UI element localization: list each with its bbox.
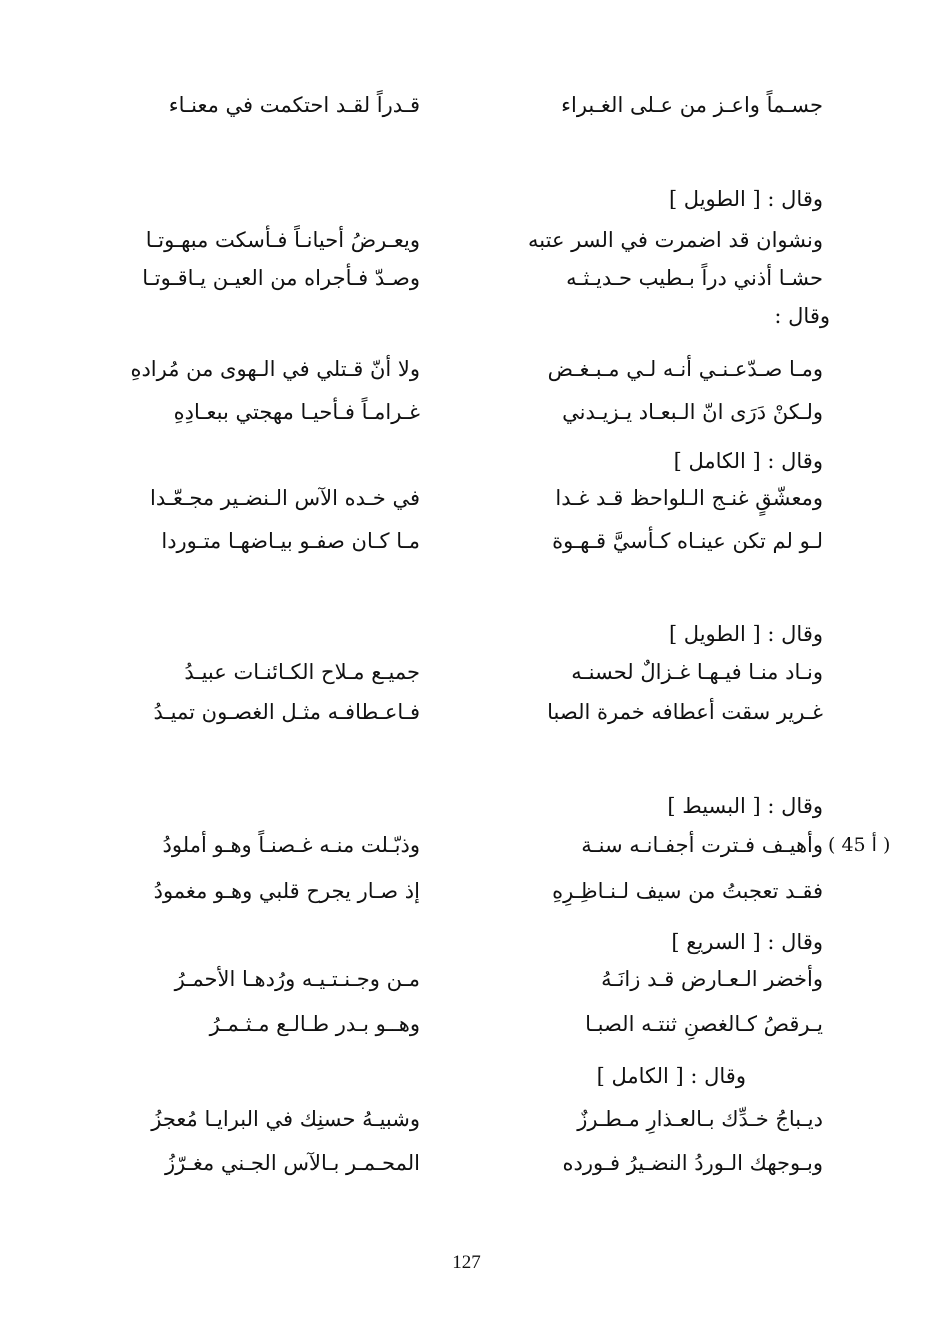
poem-heading: وقال : [ السريع ] xyxy=(671,930,823,954)
verse-left-hemistich: المحـمـر بـالآس الجـني مغـرّزُ xyxy=(164,1151,420,1175)
poem-heading: وقال : [ الطويل ] xyxy=(668,187,823,211)
verse-left-hemistich: وذبّـلت منـه غـصنـاً وهـو أملودُ xyxy=(162,833,420,857)
verse-left-hemistich: وشبيـهُ حسنِك في البرايـا مُعجزُ xyxy=(151,1107,420,1131)
verse-right-hemistich: ديـباجُ خـدِّك بـالعـذارِ مـطـرزٌ xyxy=(577,1107,823,1131)
verse-left-hemistich: ولا أنّ قـتلي في الـهوى من مُرادهِ xyxy=(130,357,420,381)
verse-left-hemistich: قـدراً لقـد احتكمت في معنـاء xyxy=(168,93,420,117)
verse-right-hemistich: وبـوجهك الـوردُ النضـيرُ فـورده xyxy=(562,1151,823,1175)
verse-right-hemistich: ومعشّقٍ غنـج الـلواحظ قـد غـدا xyxy=(555,486,823,510)
verse-right-hemistich: فقـد تعجبتُ من سيف لـنـاظِـرِهِ xyxy=(552,879,823,903)
verse-right-hemistich: غـرير سقت أعطافه خمرة الصبا xyxy=(547,700,823,724)
verse-right-hemistich: جسـماً واعـز من عـلى الغـبراء xyxy=(561,93,823,117)
verse-right-hemistich: ونشوان قد اضمرت في السر عتبه xyxy=(528,228,823,252)
verse-right-hemistich: وأخضر الـعـارض قـد زانَـهُ xyxy=(601,967,823,991)
verse-left-hemistich: إذ صـار يجرح قلبي وهـو مغمودُ xyxy=(153,879,420,903)
poem-heading: وقال : [ الطويل ] xyxy=(668,622,823,646)
verse-right-hemistich: ومـا صـدّعـنـي أنـه لـي مـبـغـض xyxy=(547,357,823,381)
verse-left-hemistich: فـاعـطافـه مثـل الغصـون تميـدُ xyxy=(153,700,420,724)
verse-right-hemistich: حشـا أذني دراً بـطيب حـديـثـه xyxy=(566,266,823,290)
verse-left-hemistich: مـا كـان صفـو بيـاضهـا متـوردا xyxy=(161,529,420,553)
verse-right-hemistich: لـو لم تكن عينـاه كـأسيَّ قـهـوة xyxy=(552,529,823,553)
verse-right-hemistich: يـرقصُ كـالغصنِ ثنتـه الصبـا xyxy=(585,1012,823,1036)
margin-note: ( 45 أ ) xyxy=(828,834,891,856)
verse-right-hemistich: ونـاد منـا فيـهـا غـزالٌ لحسنـه xyxy=(571,660,823,684)
verse-left-hemistich: ويعـرضُ أحيانـاً فـأسكت مبهـوتـا xyxy=(145,228,420,252)
verse-left-hemistich: في خـده الآس الـنضـير مجـعّـدا xyxy=(150,486,420,510)
poem-heading: وقال : xyxy=(774,304,830,328)
poem-heading: وقال : [ الكامل ] xyxy=(596,1064,746,1088)
verse-left-hemistich: جميـع مـلاح الكـائنـات عبيـدُ xyxy=(184,660,420,684)
poem-heading: وقال : [ الكامل ] xyxy=(673,449,823,473)
verse-left-hemistich: مـن وجـنـتـيـه ورُدهـا الأحمـرُ xyxy=(174,967,420,991)
verse-left-hemistich: غـرامـاً فـأحيـا مهجتي ببعـادِهِ xyxy=(173,400,420,424)
poem-heading: وقال : [ البسيط ] xyxy=(667,794,823,818)
verse-right-hemistich: ولـكنْ دَرَى انّ الـبعـاد يـزيـدني xyxy=(562,400,823,424)
verse-right-hemistich: وأهيـف فـترت أجفـانـه سنـة xyxy=(581,833,823,857)
page-number: 127 xyxy=(452,1252,481,1273)
verse-left-hemistich: وهــو بـدر طـالـع مـثـمـرُ xyxy=(209,1012,420,1036)
verse-left-hemistich: وصـدّ فـأجراه من العيـن يـاقـوتـا xyxy=(142,266,420,290)
